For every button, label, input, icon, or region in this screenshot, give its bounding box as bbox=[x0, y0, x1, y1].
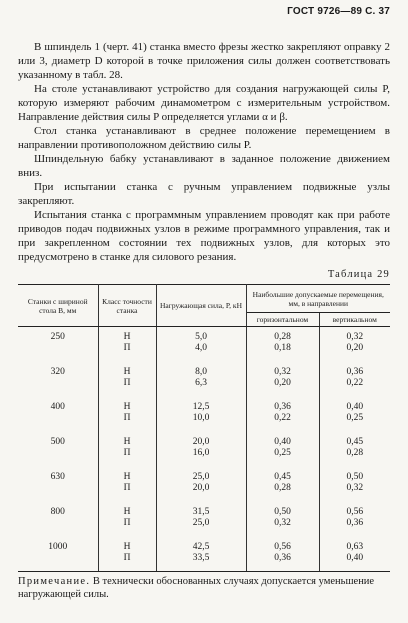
table-note bbox=[18, 575, 390, 601]
cell-force bbox=[156, 362, 246, 397]
cell-value: 0,32 bbox=[274, 517, 291, 528]
cell-value: 25,0 bbox=[192, 517, 210, 528]
cell-value: Н bbox=[123, 506, 131, 517]
cell-value: 0,36 bbox=[346, 366, 364, 377]
cell-value: 4,0 bbox=[195, 343, 207, 353]
cell-horizontal bbox=[246, 467, 319, 502]
cell-value: 25,0 bbox=[192, 471, 210, 482]
cell-value: 10,0 bbox=[192, 412, 210, 423]
cell-value: 0,28 bbox=[274, 482, 291, 493]
cell-value: 0,50 bbox=[274, 506, 291, 517]
cell-value: 0,36 bbox=[346, 517, 364, 528]
cell-value: П bbox=[123, 517, 131, 528]
cell-value: 0,45 bbox=[274, 471, 291, 482]
cell-value: 0,22 bbox=[274, 412, 291, 423]
cell-horizontal bbox=[246, 502, 319, 537]
cell-width: 500 bbox=[18, 432, 98, 467]
cell-force bbox=[156, 537, 246, 572]
cell-value: 8,0 bbox=[195, 366, 207, 377]
header-displacement: Наибольшие допускаемые перемещения, мм, в направлении bbox=[246, 285, 390, 313]
note-text: В технически обоснованных случаях допускается уменьшение нагружающей силы. bbox=[18, 576, 375, 600]
cell-value: 0,32 bbox=[346, 482, 364, 493]
cell-class bbox=[98, 537, 156, 572]
paragraph: Шпиндельную бабку устанавливают в заданное положение движением вниз. bbox=[18, 153, 390, 179]
table-caption: Таблица 29 bbox=[327, 269, 390, 280]
cell-value: 0,18 bbox=[274, 343, 291, 353]
cell-vertical bbox=[319, 502, 390, 537]
cell-force bbox=[156, 432, 246, 467]
body-text bbox=[18, 40, 390, 264]
cell-horizontal bbox=[246, 397, 319, 432]
cell-value: 0,40 bbox=[346, 552, 364, 563]
cell-vertical bbox=[319, 432, 390, 467]
cell-value: 0,63 bbox=[346, 541, 364, 552]
cell-value: 0,22 bbox=[346, 377, 364, 388]
cell-vertical bbox=[319, 362, 390, 397]
paragraph: В шпиндель 1 (черт. 41) станка вместо фрезы жестко закрепляют оправку 2 или 3, диаметр D которой в точке приложения силы должен соответствовать указанному в табл. 28. bbox=[18, 41, 390, 81]
table-row bbox=[18, 467, 390, 502]
cell-value: 0,28 bbox=[274, 332, 291, 342]
table-row bbox=[18, 362, 390, 397]
cell-value: 12,5 bbox=[192, 401, 210, 412]
cell-width: 1000 bbox=[18, 537, 98, 572]
cell-vertical bbox=[319, 327, 390, 362]
cell-value: 0,36 bbox=[274, 401, 291, 412]
cell-horizontal bbox=[246, 362, 319, 397]
table-row bbox=[18, 327, 390, 362]
header-force: Нагружающая сила, P, кН bbox=[156, 285, 246, 327]
cell-vertical bbox=[319, 537, 390, 572]
cell-force bbox=[156, 502, 246, 537]
cell-value: П bbox=[123, 447, 131, 458]
cell-horizontal bbox=[246, 537, 319, 572]
cell-value: 16,0 bbox=[192, 447, 210, 458]
cell-class bbox=[98, 327, 156, 362]
cell-width: 320 bbox=[18, 362, 98, 397]
cell-force bbox=[156, 397, 246, 432]
cell-value: Н bbox=[123, 332, 131, 342]
page-header: ГОСТ 9726—89 С. 37 bbox=[287, 6, 390, 17]
cell-width: 400 bbox=[18, 397, 98, 432]
header-width: Станки с шириной стола B, мм bbox=[18, 285, 98, 327]
cell-value: П bbox=[123, 552, 131, 563]
cell-value: 42,5 bbox=[192, 541, 210, 552]
cell-value: Н bbox=[123, 471, 131, 482]
cell-value: Н bbox=[123, 436, 131, 447]
cell-value: 0,32 bbox=[274, 366, 291, 377]
header-vertical: вертикальном bbox=[319, 313, 390, 327]
cell-horizontal bbox=[246, 432, 319, 467]
cell-value: 0,20 bbox=[346, 343, 364, 353]
cell-vertical bbox=[319, 467, 390, 502]
cell-vertical bbox=[319, 397, 390, 432]
cell-value: 0,56 bbox=[346, 506, 364, 517]
paragraph: Стол станка устанавливают в среднее положение перемещением в направлении противоположном действию силы P. bbox=[18, 125, 390, 151]
paragraph: На столе устанавливают устройство для создания нагружающей силы P, которую измеряют рабочим динамометром с измерительным устройством. Направление действия силы P определяется углами α и β. bbox=[18, 83, 390, 123]
cell-value: Н bbox=[123, 401, 131, 412]
note-label: Примечание. bbox=[18, 576, 91, 587]
table-row bbox=[18, 397, 390, 432]
cell-force bbox=[156, 327, 246, 362]
cell-width: 630 bbox=[18, 467, 98, 502]
cell-force bbox=[156, 467, 246, 502]
cell-class bbox=[98, 432, 156, 467]
cell-width: 800 bbox=[18, 502, 98, 537]
table-row bbox=[18, 537, 390, 572]
cell-value: 0,32 bbox=[346, 332, 364, 342]
cell-class bbox=[98, 362, 156, 397]
cell-value: 31,5 bbox=[192, 506, 210, 517]
cell-value: 0,36 bbox=[274, 552, 291, 563]
cell-value: П bbox=[123, 412, 131, 423]
header-horizontal: горизонтальном bbox=[246, 313, 319, 327]
cell-value: 20,0 bbox=[192, 482, 210, 493]
cell-value: 0,25 bbox=[346, 412, 364, 423]
cell-value: 33,5 bbox=[192, 552, 210, 563]
cell-class bbox=[98, 467, 156, 502]
cell-class bbox=[98, 397, 156, 432]
cell-value: 0,40 bbox=[346, 401, 364, 412]
cell-value: 0,28 bbox=[346, 447, 364, 458]
paragraph: Испытания станка с программным управлением проводят как при работе приводов подач подвижных узлов в режиме программного управления, так и при закрепленном состоянии тех подвижных узлов, для которых это предусмотрено в станке для силового резания. bbox=[18, 209, 390, 263]
cell-value: 20,0 bbox=[192, 436, 210, 447]
cell-value: 0,25 bbox=[274, 447, 291, 458]
cell-value: 5,0 bbox=[195, 332, 207, 342]
cell-value: Н bbox=[123, 541, 131, 552]
cell-value: 6,3 bbox=[195, 377, 207, 388]
cell-class bbox=[98, 502, 156, 537]
cell-width: 250 bbox=[18, 327, 98, 362]
cell-value: П bbox=[123, 343, 131, 353]
cell-value: 0,56 bbox=[274, 541, 291, 552]
data-table bbox=[18, 284, 390, 572]
header-class: Класс точности станка bbox=[98, 285, 156, 327]
cell-value: П bbox=[123, 482, 131, 493]
cell-value: 0,50 bbox=[346, 471, 364, 482]
paragraph: При испытании станка с ручным управлением подвижные узлы закрепляют. bbox=[18, 181, 390, 207]
cell-horizontal bbox=[246, 327, 319, 362]
table-row bbox=[18, 502, 390, 537]
cell-value: Н bbox=[123, 366, 131, 377]
cell-value: П bbox=[123, 377, 131, 388]
cell-value: 0,45 bbox=[346, 436, 364, 447]
cell-value: 0,40 bbox=[274, 436, 291, 447]
cell-value: 0,20 bbox=[274, 377, 291, 388]
table-row bbox=[18, 432, 390, 467]
